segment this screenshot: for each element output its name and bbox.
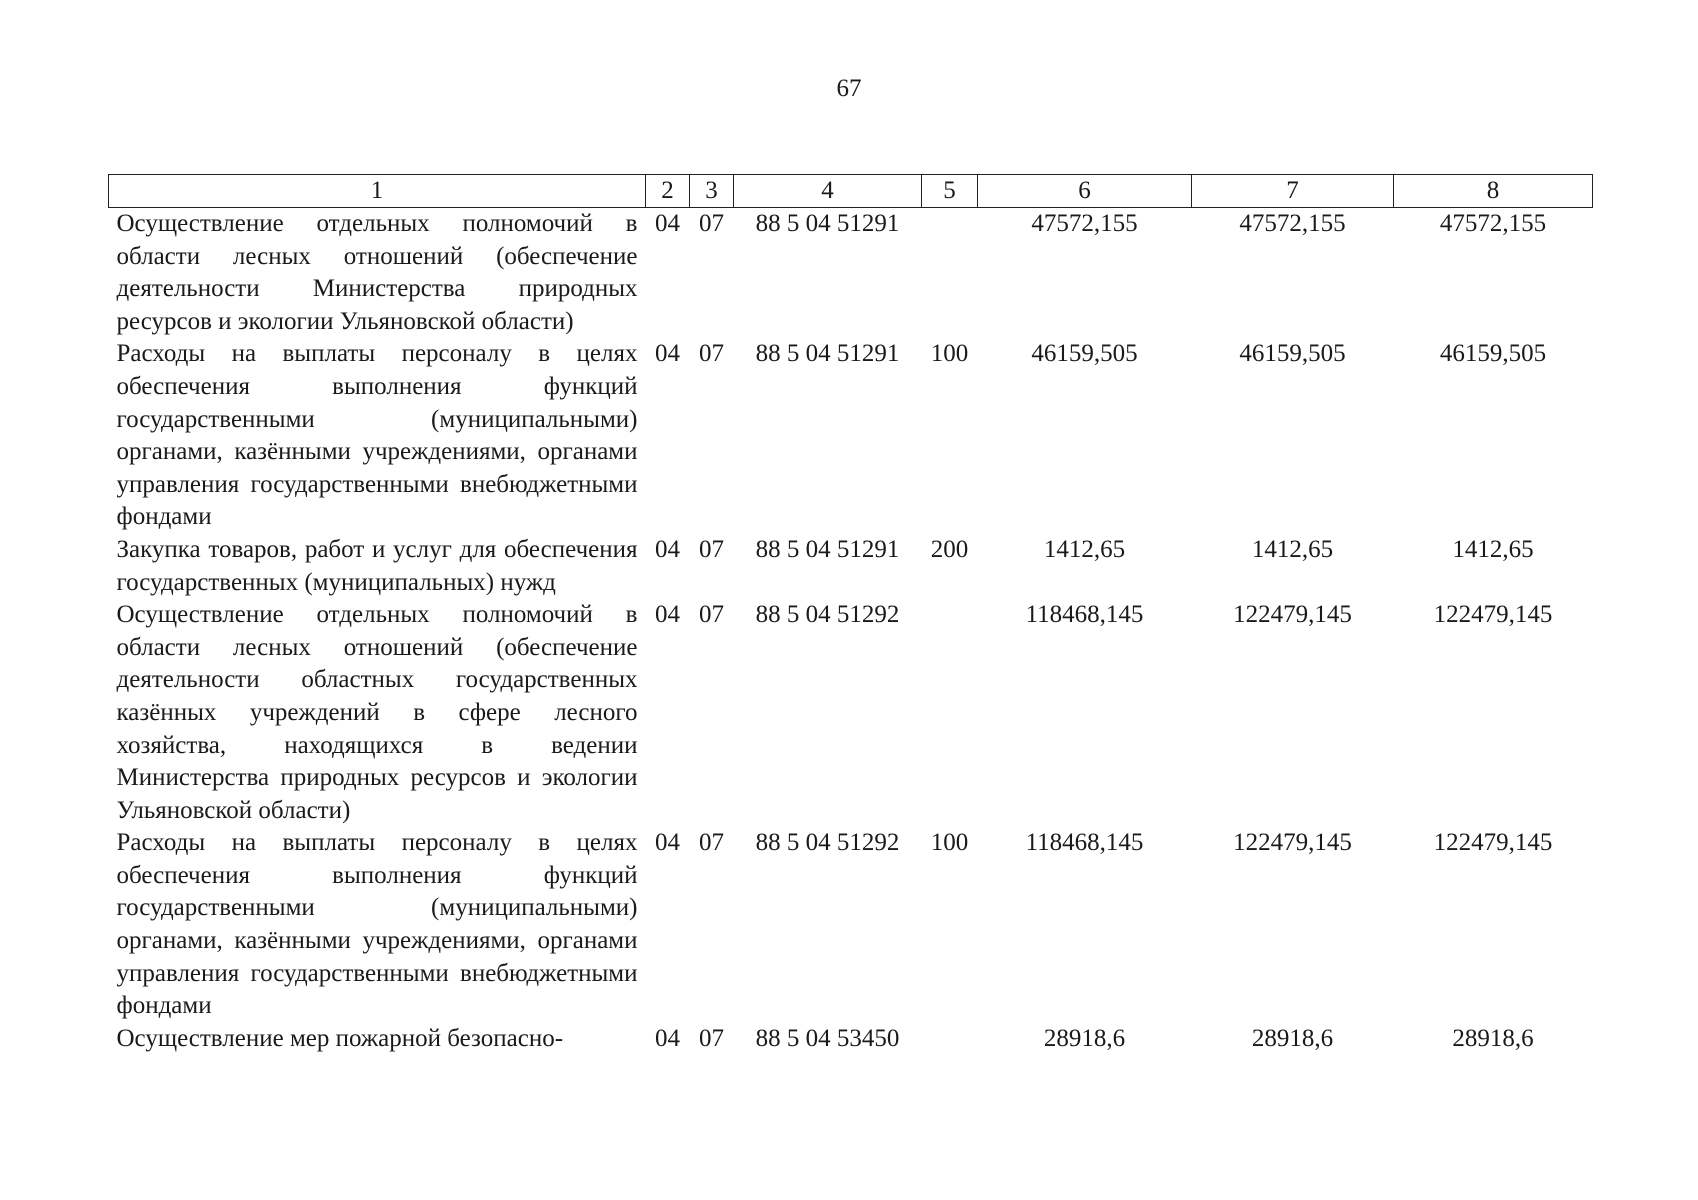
- row-amount-col8: 28918,6: [1452, 1024, 1534, 1052]
- row-expense-type: 200: [930, 535, 969, 563]
- row-subsection-code: 07: [699, 535, 724, 563]
- row-expense-type: [922, 1023, 978, 1056]
- row-amount-col8: 1412,65: [1452, 535, 1534, 563]
- table-row: [109, 208, 1593, 339]
- row-amount-col6: 1412,65: [1043, 535, 1126, 563]
- row-subsection-code: 07: [699, 601, 724, 629]
- row-section-code: 04: [655, 829, 680, 857]
- header-cell-4: 4: [734, 175, 922, 208]
- page-number: 67: [836, 75, 862, 102]
- table-row: [109, 534, 1593, 599]
- row-amount-col8: 122479,145: [1433, 601, 1553, 629]
- row-description: Осуществление отдельных полномочий в области лесных отношений (обеспечение деятельности областных государственных казённых учреждений в сфере лесного хозяйства, находящихся в ведении Министерства природных ресурсов и экологии Ульяновской области): [116, 601, 638, 824]
- row-expense-type: [922, 599, 978, 827]
- row-expense-type: 100: [930, 829, 969, 857]
- row-target-code: 88 5 04 53450: [755, 1024, 900, 1052]
- row-description: Осуществление отдельных полномочий в области лесных отношений (обеспечение деятельности Министерства природных ресурсов и экологии Ульяновской области): [116, 210, 638, 335]
- row-expense-type: 100: [930, 340, 969, 368]
- row-amount-col6: 28918,6: [1043, 1024, 1126, 1052]
- table-row: [109, 338, 1593, 534]
- row-amount-col7: 122479,145: [1233, 829, 1352, 857]
- row-target-code: 88 5 04 51292: [755, 601, 900, 629]
- table-row: [109, 1023, 1593, 1056]
- header-cell-1: 1: [109, 175, 646, 208]
- header-cell-7: 7: [1192, 175, 1394, 208]
- row-description: Закупка товаров, работ и услуг для обеспечения государственных (муниципальных) нужд: [116, 535, 638, 596]
- row-section-code: 04: [655, 535, 680, 563]
- header-cell-2: 2: [646, 175, 690, 208]
- header-cell-3: 3: [690, 175, 734, 208]
- row-amount-col7: 46159,505: [1239, 340, 1346, 368]
- header-row: [109, 175, 1593, 208]
- row-description: Расходы на выплаты персоналу в целях обеспечения выполнения функций государственными (муниципальными) органами, казёнными учреждениями, органами управления государственными внебюджетными фондами: [116, 829, 638, 1020]
- row-section-code: 04: [655, 601, 680, 629]
- row-amount-col7: 1412,65: [1251, 535, 1334, 563]
- table-row: [109, 827, 1593, 1023]
- row-description: Расходы на выплаты персоналу в целях обеспечения выполнения функций государственными (муниципальными) органами, казёнными учреждениями, органами управления государственными внебюджетными фондами: [116, 340, 638, 531]
- row-target-code: 88 5 04 51292: [755, 829, 900, 857]
- row-amount-col7: 47572,155: [1239, 210, 1346, 237]
- table-body: [109, 208, 1593, 1056]
- budget-table: [108, 174, 1593, 1055]
- row-target-code: 88 5 04 51291: [755, 210, 900, 237]
- row-amount-col8: 47572,155: [1439, 210, 1547, 237]
- row-target-code: 88 5 04 51291: [755, 340, 900, 368]
- row-expense-type: [922, 208, 978, 339]
- row-amount-col7: 122479,145: [1233, 601, 1352, 629]
- row-description: Осуществление мер пожарной безопасно-: [116, 1024, 564, 1052]
- header-cell-6: 6: [978, 175, 1192, 208]
- row-amount-col8: 122479,145: [1433, 829, 1553, 857]
- row-amount-col7: 28918,6: [1251, 1024, 1334, 1052]
- row-amount-col6: 47572,155: [1031, 210, 1138, 237]
- row-section-code: 04: [655, 340, 680, 368]
- header-cell-8: 8: [1394, 175, 1593, 208]
- row-amount-col6: 118468,145: [1025, 601, 1144, 629]
- row-amount-col8: 46159,505: [1439, 340, 1547, 368]
- row-section-code: 04: [655, 210, 680, 237]
- table-row: [109, 599, 1593, 827]
- row-subsection-code: 07: [699, 829, 724, 857]
- table-header: [109, 175, 1593, 208]
- row-amount-col6: 118468,145: [1025, 829, 1144, 857]
- row-subsection-code: 07: [699, 210, 724, 237]
- header-cell-5: 5: [922, 175, 978, 208]
- row-amount-col6: 46159,505: [1031, 340, 1138, 368]
- row-section-code: 04: [655, 1024, 680, 1052]
- row-target-code: 88 5 04 51291: [755, 535, 900, 563]
- row-subsection-code: 07: [699, 340, 724, 368]
- row-subsection-code: 07: [699, 1024, 724, 1052]
